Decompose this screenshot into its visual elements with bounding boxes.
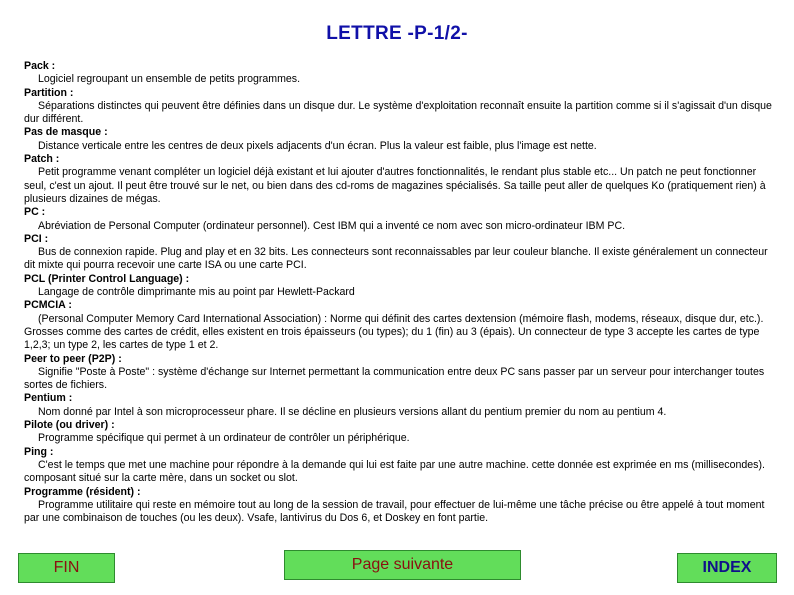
glossary-term: Patch : (24, 153, 60, 166)
glossary-entry-pentium (24, 392, 772, 419)
glossary-entry-pack (24, 60, 772, 87)
glossary-term: Ping : (24, 445, 54, 458)
glossary-term: Pack : (24, 60, 56, 72)
glossary-term: PCI : (24, 232, 49, 245)
glossary-entry-patch (24, 153, 772, 206)
glossary-definition: C'est le temps que met une machine pour répondre à la demande qui lui est faite par une autre machine. cette donnée est exprimée en ms (millisecondes). composant situé sur la carte mère, dans un socket ou slot. (24, 458, 765, 485)
glossary-entry-pcl (24, 273, 772, 300)
glossary-term: PCMCIA : (24, 299, 72, 312)
glossary-term: PC : (24, 206, 46, 219)
glossary-entry-ping (24, 446, 772, 486)
page-title: LETTRE -P-1/2- (326, 23, 468, 44)
glossary-entry-pci (24, 233, 772, 273)
glossary-definition: Séparations distinctes qui peuvent être définies dans un disque dur. Le système d'exploitation reconnaît ensuite la partition comme si il s'agissait d'un disque dur différent. (24, 99, 772, 126)
glossary-term: Peer to peer (P2P) : (24, 352, 122, 365)
glossary-entry-partition (24, 87, 772, 127)
glossary-definition: Nom donné par Intel à son microprocesseur phare. Il se décline en plusieurs versions allant du pentium premier du nom au pentium 4. (38, 405, 667, 418)
glossary-term: Pilote (ou driver) : (24, 419, 115, 432)
glossary-entry-peer-to-peer (24, 353, 772, 393)
glossary-entry-programme-resident (24, 486, 772, 526)
glossary-definition: Signifie "Poste à Poste" : système d'échange sur Internet permettant la communication entre deux PC sans passer par un serveur pour interchanger toutes sortes de fichiers. (24, 365, 765, 392)
glossary-definition: Programme utilitaire qui reste en mémoire tout au long de la session de travail, pour effectuer de lui-même une tâche précise ou être appelé à tout moment par une combinaison de touches (ou les deux). Vsafe, lantivirus du Dos 6, et Doskey en font partie. (24, 498, 765, 525)
glossary-definition: (Personal Computer Memory Card International Association) : Norme qui définit des cartes dextension (mémoire flash, modems, réseaux, disque dur, etc.). Grosses comme des cartes de crédit, elles existent en trois épaisseurs (ou types); du 1 (fin) au 3 (épais). Un connecteur de type 3 accepte les cartes de type 1,2,3; un type 2, les cartes de type 1 et 2. (24, 312, 764, 352)
index-button[interactable]: INDEX (677, 553, 777, 583)
glossary-entry-pilote (24, 419, 772, 446)
glossary-definition: Distance verticale entre les centres de deux pixels adjacents d'un écran. Plus la valeur est faible, plus l'image est nette. (38, 139, 597, 152)
glossary-entry-pc (24, 206, 772, 233)
glossary-entry-pcmcia (24, 299, 772, 352)
glossary-term: Pentium : (24, 392, 73, 405)
fin-button[interactable]: FIN (18, 553, 115, 583)
glossary-definition: Programme spécifique qui permet à un ordinateur de contrôler un périphérique. (38, 432, 410, 445)
glossary-definition: Petit programme venant compléter un logiciel déjà existant et lui ajouter d'autres fonctionnalités, le rendant plus stable etc... Un patch ne peut fonctionner seul, c'est un ajout. Il peut être trouvé sur le net, ou bien dans des cd-roms de magazines spécialisés. Sa taille peut aller de quelques Ko (pratiquement rien) à plusieurs dizaines de mégas. (24, 166, 766, 205)
glossary-entry-pas-de-masque (24, 126, 772, 153)
glossary-definition: Langage de contrôle dimprimante mis au point par Hewlett-Packard (38, 286, 355, 299)
glossary (24, 60, 772, 525)
glossary-term: Programme (résident) : (24, 485, 141, 498)
glossary-definition: Abréviation de Personal Computer (ordinateur personnel). Cest IBM qui a inventé ce nom avec son micro-ordinateur IBM PC. (38, 219, 626, 232)
glossary-definition: Bus de connexion rapide. Plug and play et en 32 bits. Les connecteurs sont reconnaissables par leur couleur blanche. Il existe généralement un connecteur dit mixte qui pourra recevoir une carte ISA ou une carte PCI. (24, 246, 768, 272)
next-page-button[interactable]: Page suivante (284, 550, 521, 580)
glossary-term: Partition : (24, 86, 74, 99)
glossary-definition: Logiciel regroupant un ensemble de petits programmes. (38, 73, 301, 86)
glossary-term: Pas de masque : (24, 126, 108, 139)
glossary-term: PCL (Printer Control Language) : (24, 272, 190, 285)
